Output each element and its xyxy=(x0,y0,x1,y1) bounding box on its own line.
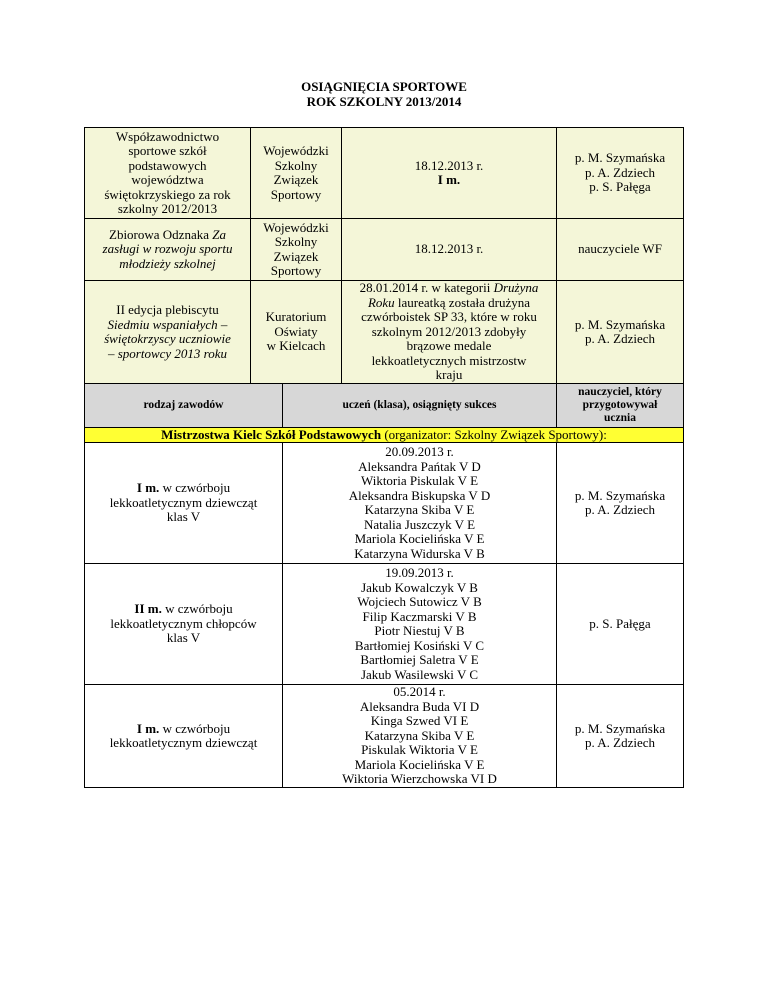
row3-name: II edycja plebiscytu Siedmiu wspaniałych – świętokrzyscy uczniowie – sportowcy 2013 roku xyxy=(84,280,251,384)
result2-students: 19.09.2013 r. Jakub Kowalczyk V B Wojciech Sutowicz V B Filip Kaczmarski V B Piotr Niestuj V B Bartłomiej Kosiński V C Bartłomiej Saletra V E Jakub Wasilewski V C xyxy=(282,563,557,685)
result3-teachers: p. M. Szymańska p. A. Zdziech xyxy=(556,684,684,788)
row2-organizer: Wojewódzki Szkolny Związek Sportowy xyxy=(250,218,342,281)
row1-date-result: 18.12.2013 r. I m. xyxy=(341,127,557,219)
result3-students: 05.2014 r. Aleksandra Buda VI D Kinga Szwed VI E Katarzyna Skiba V E Piskulak Wiktoria V E Mariola Kocielińska V E Wiktoria Wierzchowska VI D xyxy=(282,684,557,788)
row1-teachers: p. M. Szymańska p. A. Zdziech p. S. Pałęga xyxy=(556,127,684,219)
document-subtitle: ROK SZKOLNY 2013/2014 xyxy=(306,94,462,109)
result1-teachers: p. M. Szymańska p. A. Zdziech xyxy=(556,442,684,564)
header-event-type: rodzaj zawodów xyxy=(84,383,283,428)
result1-students: 20.09.2013 r. Aleksandra Pańtak V D Wiktoria Piskulak V E Aleksandra Biskupska V D Katarzyna Skiba V E Natalia Juszczyk V E Mariola Kocielińska V E Katarzyna Widurska V B xyxy=(282,442,557,564)
row2-name: Zbiorowa Odznaka Za zasługi w rozwoju sportu młodzieży szkolnej xyxy=(84,218,251,281)
row1-organizer: Wojewódzki Szkolny Związek Sportowy xyxy=(250,127,342,219)
document-title: OSIĄGNIĘCIA SPORTOWE xyxy=(301,79,467,94)
result2-event: II m. w czwórboju lekkoatletycznym chłopców klas V xyxy=(84,563,283,685)
row1-name: Współzawodnictwo sportowe szkół podstawowych województwa świętokrzyskiego za rok szkolny 2012/2013 xyxy=(84,127,251,219)
row3-description: 28.01.2014 r. w kategorii Drużyna Roku laureatką została drużyna czwórboistek SP 33, które w roku szkolnym 2012/2013 zdobyły brązowe medale lekkoatletycznych mistrzostw kraju xyxy=(341,280,557,384)
row2-date: 18.12.2013 r. xyxy=(341,218,557,281)
section-header: Mistrzostwa Kielc Szkół Podstawowych (organizator: Szkolny Związek Sportowy): xyxy=(84,427,684,443)
result3-event: I m. w czwórboju lekkoatletycznym dziewcząt xyxy=(84,684,283,788)
row3-teachers: p. M. Szymańska p. A. Zdziech xyxy=(556,280,684,384)
result2-teachers: p. S. Pałęga xyxy=(556,563,684,685)
result1-event: I m. w czwórboju lekkoatletycznym dziewcząt klas V xyxy=(84,442,283,564)
row2-teachers: nauczyciele WF xyxy=(556,218,684,281)
row3-organizer: Kuratorium Oświaty w Kielcach xyxy=(250,280,342,384)
header-teacher: nauczyciel, który przygotowywał ucznia xyxy=(556,383,684,428)
header-student: uczeń (klasa), osiągnięty sukces xyxy=(282,383,557,428)
